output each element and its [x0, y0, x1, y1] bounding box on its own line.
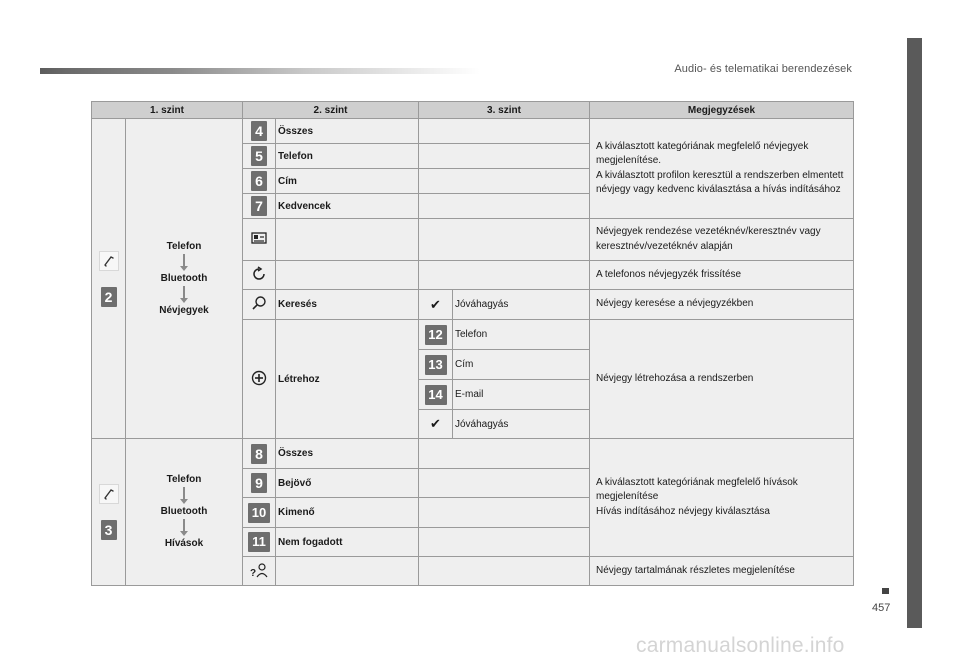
step-badge: 14 [425, 385, 447, 405]
level3-label: Cím [453, 350, 590, 380]
page-header-title: Audio- és telematikai berendezések [674, 63, 852, 75]
chain-step: Telefon [166, 474, 202, 485]
arrow-down-icon [179, 487, 189, 505]
level3-label: Jóváhagyás [453, 410, 590, 439]
arrow-down-icon [179, 519, 189, 537]
note-cell: Névjegy létrehozása a rendszerben [590, 320, 854, 439]
table-row [92, 439, 854, 469]
section-badge: 3 [101, 520, 117, 540]
svg-text:?: ? [250, 567, 257, 578]
refresh-icon [251, 266, 267, 282]
level2-label: Összes [276, 119, 419, 144]
level2-label: Keresés [276, 290, 419, 320]
sort-contacts-icon [251, 232, 267, 244]
chain-step: Telefon [166, 240, 202, 252]
level1-calls-cell [92, 439, 126, 586]
level1-contacts-cell [92, 119, 126, 439]
page-marker [882, 588, 889, 594]
add-circle-icon [251, 370, 267, 386]
column-header: Megjegyzések [590, 102, 854, 119]
step-badge: 8 [251, 444, 267, 464]
level2-label: Kimenő [276, 498, 419, 528]
checkmark-icon: ✔ [430, 296, 441, 312]
chain-step: Névjegyek [159, 304, 209, 316]
column-header: 3. szint [419, 102, 590, 119]
step-badge: 13 [425, 355, 447, 375]
chain-step: Hívások [164, 538, 204, 549]
note-text: A kiválasztott kategóriának megfelelő névjegyek megjelenítése. A kiválasztott profilon keresztül a rendszerben elmentett névjegy vagy kedvenc kiválasztása a hívás indításához [596, 140, 844, 195]
page-number: 457 [872, 602, 891, 614]
arrow-down-icon [179, 254, 189, 272]
note-text: A kiválasztott kategóriának megfelelő hívások megjelenítése Hívás indításához névjegy kiválasztása [596, 476, 798, 517]
level2-label: Létrehoz [276, 320, 419, 439]
step-badge: 4 [251, 121, 267, 141]
note-cell [590, 439, 854, 557]
phone-handset-icon [99, 251, 119, 271]
level3-label: E-mail [453, 380, 590, 410]
step-badge: 12 [425, 325, 447, 345]
watermark: carmanualsonline.info [636, 634, 845, 657]
step-badge: 9 [251, 473, 267, 493]
arrow-down-icon [179, 286, 189, 304]
column-header: 2. szint [243, 102, 419, 119]
note-cell [590, 119, 854, 219]
step-badge: 6 [251, 171, 267, 191]
chain-step: Bluetooth [160, 272, 208, 284]
step-badge: 5 [251, 146, 267, 166]
calls-path-cell [126, 439, 243, 586]
column-header: 1. szint [92, 102, 243, 119]
checkmark-icon: ✔ [430, 416, 441, 431]
header-decorative-bar [40, 68, 480, 74]
section-badge: 2 [101, 287, 117, 307]
note-cell: A telefonos névjegyzék frissítése [590, 261, 854, 290]
step-badge: 11 [248, 532, 270, 552]
step-badge: 10 [248, 503, 270, 523]
chain-step: Bluetooth [160, 506, 208, 517]
level2-label: Bejövő [276, 469, 419, 498]
phone-handset-icon [99, 484, 119, 504]
table-row [92, 119, 854, 144]
menu-table [91, 101, 854, 586]
side-tab-strip [907, 38, 922, 628]
note-cell: Névjegy keresése a névjegyzékben [590, 290, 854, 320]
table-header-row [92, 102, 854, 119]
level2-label: Cím [276, 169, 419, 194]
level3-label: Jóváhagyás [453, 290, 590, 320]
note-cell: Névjegy tartalmának részletes megjelenítése [590, 557, 854, 586]
level2-label: Nem fogadott [276, 528, 419, 557]
note-cell: Névjegyek rendezése vezetéknév/keresztnév vagy keresztnév/vezetéknév alapján [590, 219, 854, 261]
contact-details-icon [250, 562, 268, 578]
level2-label: Kedvencek [276, 194, 419, 219]
level2-label: Összes [276, 439, 419, 469]
step-badge: 7 [251, 196, 267, 216]
contacts-path-cell [126, 119, 243, 439]
level3-label: Telefon [453, 320, 590, 350]
search-icon [251, 295, 267, 311]
level2-label: Telefon [276, 144, 419, 169]
